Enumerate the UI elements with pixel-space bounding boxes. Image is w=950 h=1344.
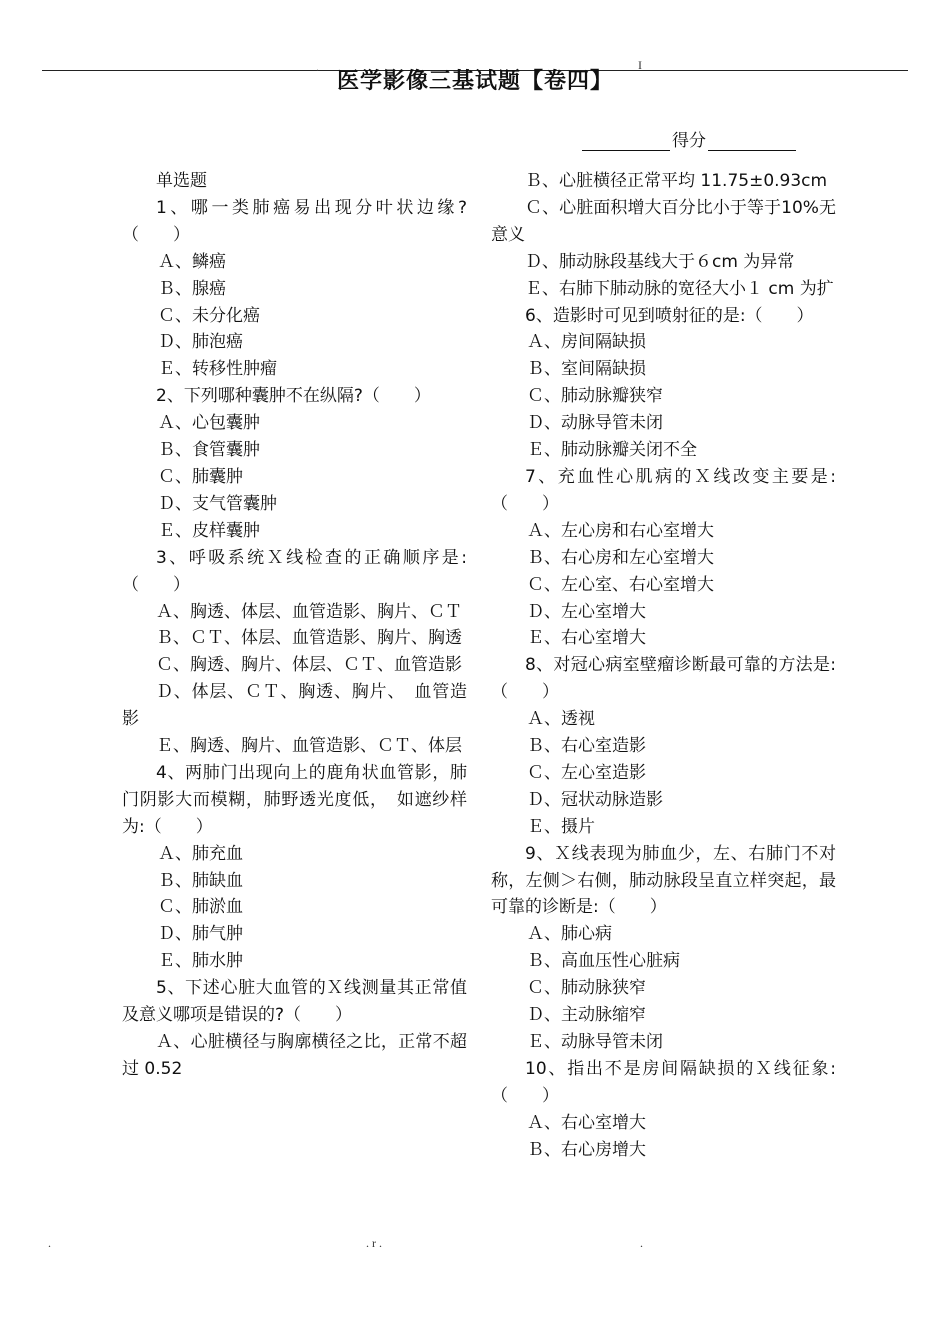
question-text: 5、下述心脏大血管的Ｘ线测量其正常值及意义哪项是错误的?（ ）	[122, 978, 467, 1026]
score-box	[582, 126, 796, 150]
footer-mark-center: . r .	[366, 1236, 382, 1250]
question-text: 4、两肺门出现向上的鹿角状血管影，肺门阴影大而模糊，肺野透光度低， 如遮纱样为:（ ）	[122, 762, 467, 837]
answer-option: Ｅ、动脉导管未闭	[527, 1032, 663, 1052]
answer-option-text: Ｄ、肺动脉段基线大于６cm 为异常	[525, 251, 795, 272]
answer-option: Ａ、肺心病	[527, 924, 612, 945]
answer-option: Ｅ、皮样囊肿	[158, 520, 260, 541]
answer-option: Ｅ、右心室增大	[527, 628, 646, 649]
header-dot-mark: .	[316, 60, 319, 74]
answer-option: Ｃ、左心室、右心室增大	[527, 574, 714, 595]
answer-option: Ｃ、肺囊肿	[158, 466, 243, 487]
answer-option-text: Ｃ、心脏面积增大百分比小于等于10%无意义	[491, 197, 836, 245]
answer-option: Ｂ、腺癌	[158, 278, 226, 299]
question-text: 1、哪一类肺癌易出现分叶状边缘?（ ）	[122, 197, 467, 245]
answer-option-text: Ａ、胸透、体层、血管造影、胸片、ＣＴ	[156, 601, 462, 622]
answer-option: Ｄ、肺气肿	[158, 924, 243, 945]
answer-option: Ａ、右心室增大	[527, 1112, 646, 1133]
answer-option-text: Ｅ、胸透、胸片、血管造影、ＣＴ、体层	[156, 736, 462, 757]
answer-option: Ａ、心包囊肿	[158, 413, 260, 434]
right-column	[491, 168, 836, 1164]
answer-option: Ｃ、左心室造影	[527, 762, 646, 783]
answer-option: Ｄ、肺泡癌	[158, 332, 243, 353]
answer-option: Ｂ、肺缺血	[158, 870, 243, 891]
answer-option-text: Ｅ、右肺下肺动脉的宽径大小１ cm 为扩	[525, 278, 834, 299]
answer-option: Ｅ、摄片	[527, 816, 595, 837]
answer-option-text: Ｄ、体层、ＣＴ、胸透、胸片、 血管造影	[122, 682, 467, 730]
answer-option: Ｄ、主动脉缩窄	[527, 1005, 646, 1026]
score-blank	[708, 130, 796, 151]
left-column	[122, 168, 467, 1083]
answer-option: Ｄ、动脉导管未闭	[527, 413, 663, 434]
answer-option: Ｄ、冠状动脉造影	[527, 789, 663, 810]
footer-mark-right: .	[640, 1236, 643, 1250]
name-blank	[582, 130, 670, 151]
answer-option: Ａ、透视	[527, 709, 595, 730]
answer-option: Ｃ、肺动脉瓣狭窄	[527, 386, 663, 407]
answer-option-text: Ａ、心脏横径与胸廓横径之比，正常不超过 0.52	[122, 1032, 467, 1079]
answer-option-text: Ｂ、心脏横径正常平均 11.75±0.93cm	[525, 171, 828, 191]
answer-option: Ｄ、左心室增大	[527, 601, 646, 622]
answer-option: Ｂ、室间隔缺损	[527, 359, 646, 380]
header-corner-mark: I	[638, 58, 642, 72]
answer-option-text: Ｂ、ＣＴ、体层、血管造影、胸片、胸透	[156, 628, 462, 649]
answer-option: Ｂ、食管囊肿	[158, 440, 260, 461]
answer-option: Ａ、左心房和右心室增大	[527, 520, 714, 541]
answer-option: Ｂ、右心房和左心室增大	[527, 547, 714, 568]
page-title: 医学影像三基试题【卷四】	[336, 69, 613, 94]
question-text: 10、指出不是房间隔缺损的Ｘ线征象:（ ）	[491, 1058, 836, 1106]
answer-option: Ｅ、肺动脉瓣关闭不全	[527, 440, 697, 461]
answer-option: Ｃ、未分化癌	[158, 305, 260, 326]
question-text: 3、呼吸系统Ｘ线检查的正确顺序是:（ ）	[122, 547, 467, 595]
answer-option: Ｄ、支气管囊肿	[158, 493, 277, 514]
answer-option: Ｃ、肺动脉狭窄	[527, 978, 646, 999]
answer-option: Ｅ、转移性肿瘤	[158, 359, 277, 380]
answer-option: Ｂ、高血压性心脏病	[527, 951, 680, 972]
answer-option: Ｅ、肺水肿	[158, 951, 243, 972]
answer-option: Ｃ、肺淤血	[158, 897, 243, 918]
answer-option: Ｂ、右心房增大	[527, 1139, 646, 1160]
answer-option: Ｂ、右心室造影	[527, 736, 646, 757]
answer-option: Ａ、房间隔缺损	[527, 332, 646, 353]
answer-option: Ａ、鳞癌	[158, 251, 226, 272]
question-text: 2、下列哪种囊肿不在纵隔?（ ）	[156, 386, 431, 407]
question-text: 单选题	[156, 171, 207, 191]
answer-option: Ａ、肺充血	[158, 843, 243, 864]
question-text: 8、对冠心病室壁瘤诊断最可靠的方法是:（ ）	[491, 655, 836, 703]
footer-mark-left: .	[48, 1236, 51, 1250]
score-label: 得分	[672, 131, 706, 151]
question-text: 9、Ｘ线表现为肺血少，左、右肺门不对称，左侧＞右侧，肺动脉段呈直立样突起，最可靠的诊断是:（ ）	[491, 843, 836, 918]
answer-option-text: Ｃ、胸透、胸片、体层、ＣＴ、血管造影	[156, 655, 462, 676]
question-text: 7、充血性心肌病的Ｘ线改变主要是:（ ）	[491, 466, 836, 514]
question-text: 6、造影时可见到喷射征的是:（ ）	[525, 305, 814, 326]
